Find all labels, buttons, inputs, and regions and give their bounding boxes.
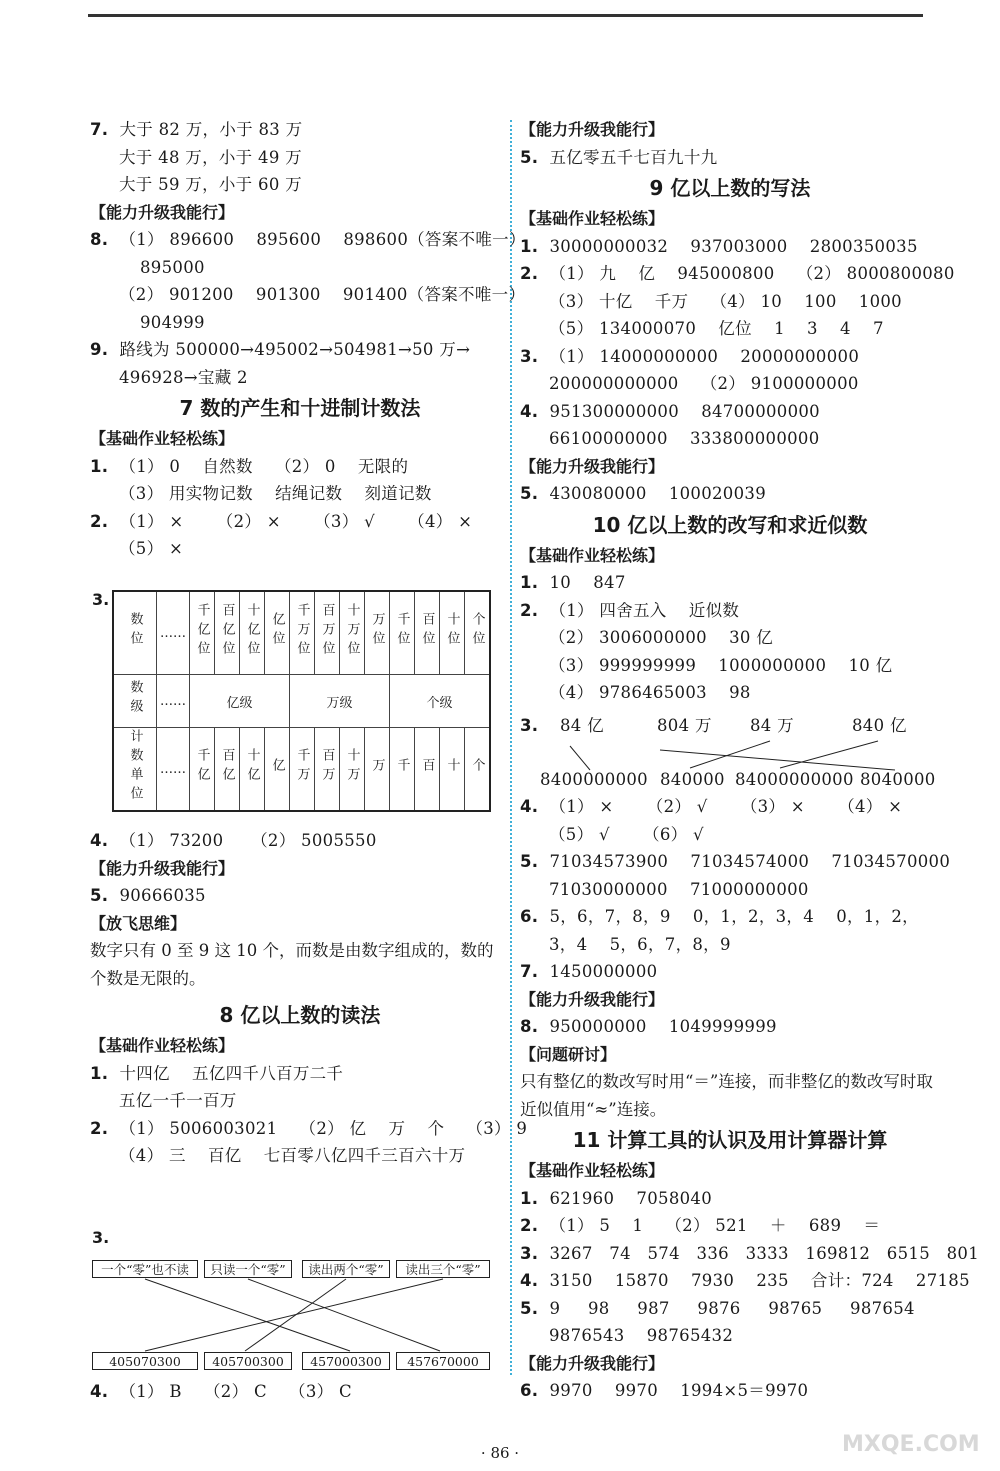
match-line	[145, 1279, 350, 1351]
unit-cell: 十	[440, 728, 465, 812]
section-heading: 【基础作业轻松练】	[90, 429, 235, 448]
match-top-box: 读出两个“零”	[302, 1260, 390, 1278]
place-cell: 千亿位	[190, 591, 215, 675]
c11-q5-line2: 9876543 98765432	[549, 1326, 734, 1345]
match-bottom-box: 457670000	[396, 1352, 490, 1370]
c10-q4-line2: （5） √ （6） √	[549, 824, 704, 844]
section-heading: 【基础作业轻松练】	[90, 1036, 235, 1055]
c11-q5-line1: 5. 9 98 987 9876 98765 987654	[520, 1298, 915, 1318]
c8-q3-number: 3.	[92, 1228, 110, 1247]
unit-cell: 个	[465, 728, 491, 812]
place-cell: 十位	[440, 591, 465, 675]
q9-line1: 9. 路线为 500000→495002→504981→50 万→	[90, 340, 471, 359]
section-heading: 【能力升级我能行】	[520, 456, 665, 476]
match-top-box: 读出三个“零”	[396, 1260, 490, 1278]
unit-cell: 千万	[290, 728, 315, 812]
match-top-value: 804 万	[657, 716, 712, 735]
match-top-value: 84 万	[750, 716, 794, 735]
unit-cell: 万	[365, 728, 390, 812]
think-paragraph: 数字只有 0 至 9 这 10 个，而数是由数字组成的，数的个数是无限的。	[90, 941, 494, 988]
q8-line1: 8. （1） 896600 895600 898600（答案不唯一）	[90, 230, 526, 249]
chapter-9-title: 9 亿以上数的写法	[649, 176, 811, 200]
row-header: 数级	[113, 675, 157, 728]
section-heading: 【能力升级我能行】	[520, 989, 665, 1009]
unit-cell: 百万	[315, 728, 340, 812]
match-bottom-value: 840000	[660, 770, 725, 789]
chapter-7-title: 7 数的产生和十进制计数法	[179, 396, 421, 420]
match-line	[145, 1279, 443, 1351]
place-cell: 万位	[365, 591, 390, 675]
group-cell: 万级	[290, 675, 390, 728]
section-heading: 【问题研讨】	[520, 1044, 617, 1064]
c7-q2-line2: （5） ×	[119, 539, 184, 558]
match-top-box: 只读一个“零”	[204, 1260, 292, 1278]
match-top-value: 840 亿	[852, 716, 907, 735]
right-column-lower	[520, 793, 980, 1405]
ellipsis: ……	[157, 675, 190, 728]
c10-q2-line3: （3） 999999999 1000000000 10 亿	[549, 655, 893, 675]
c10-q6-line1: 6. 5，6，7，8，9 0，1，2，3，4 0，1，2，	[520, 907, 919, 926]
match-top-value: 84 亿	[560, 716, 604, 735]
unit-cell: 千亿	[190, 728, 215, 812]
c10-q2-line2: （2） 3006000000 30 亿	[549, 628, 774, 647]
place-cell: 百万位	[315, 591, 340, 675]
c10-q6-line2: 3，4 5，6，7，8，9	[549, 934, 731, 954]
match-top-box: 一个“零”也不读	[92, 1260, 198, 1278]
place-cell: 千万位	[290, 591, 315, 675]
c9-q3-line2: 200000000000 （2） 9100000000	[549, 374, 859, 393]
q7-line1: 7. 大于 82 万，小于 83 万	[90, 120, 303, 139]
unit-cell: 十亿	[240, 728, 265, 812]
c10-q4-line1: 4. （1） × （2） √ （3） × （4） ×	[520, 797, 903, 816]
q8-line4: 904999	[140, 312, 205, 332]
c8-q4: 4. （1） B （2） C （3） C	[90, 1382, 352, 1401]
unit-cell: 百	[415, 728, 440, 812]
place-cell: 个位	[465, 591, 491, 675]
c10-q5-line2: 71030000000 71000000000	[549, 879, 809, 899]
c11-q1: 1. 621960 7058040	[520, 1188, 713, 1208]
c8-q2-line1: 2. （1） 5006003021 （2） 亿 万 个 （3） 9	[90, 1118, 528, 1138]
c7-q5: 5. 90666035	[90, 886, 206, 905]
q9-line2: 496928→宝藏 2	[119, 367, 248, 387]
c9-q3-line1: 3. （1） 14000000000 20000000000	[520, 346, 860, 366]
chapter-11-title: 11 计算工具的认识及用计算器计算	[572, 1128, 888, 1152]
match-line	[248, 1279, 440, 1351]
c7-q4: 4. （1） 73200 （2） 5005550	[90, 831, 377, 850]
section-heading: 【能力升级我能行】	[520, 120, 665, 139]
ellipsis: ……	[157, 728, 190, 812]
c10-q8: 8. 950000000 1049999999	[520, 1017, 777, 1036]
section-heading: 【基础作业轻松练】	[520, 1161, 665, 1180]
c11-q6: 6. 9970 9970 1994×5＝9970	[520, 1381, 809, 1400]
q7-line2: 大于 48 万，小于 49 万	[119, 147, 302, 167]
c7-q1-line2: （3） 用实物记数 结绳记数 刻道记数	[119, 484, 432, 503]
r5: 5. 五亿零五千七百九十九	[520, 147, 718, 167]
c8-q2-line2: （4） 三 百亿 七百零八亿四千三百六十万	[119, 1146, 466, 1165]
section-heading: 【基础作业轻松练】	[520, 545, 665, 565]
place-cell: 十亿位	[240, 591, 265, 675]
c7-q1-line1: 1. （1） 0 自然数 （2） 0 无限的	[90, 456, 409, 476]
c10-q1: 1. 10 847	[520, 573, 626, 592]
ellipsis: ……	[157, 591, 190, 675]
q7-line3: 大于 59 万，小于 60 万	[119, 175, 302, 194]
chapter-8-title: 8 亿以上数的读法	[219, 1003, 381, 1027]
match-bottom-value: 8040000	[860, 770, 936, 789]
c9-q2-line2: （3） 十亿 千万 （4） 10 100 1000	[549, 291, 902, 311]
c7-q3-number: 3.	[92, 590, 110, 609]
c10-q2-line1: 2. （1） 四舍五入 近似数	[520, 600, 740, 620]
c10-q5-line1: 5. 71034573900 71034574000 71034570000	[520, 852, 951, 871]
page-number: · 86 ·	[480, 1444, 520, 1462]
section-heading: 【能力升级我能行】	[90, 858, 235, 878]
match-bottom-value: 84000000000	[735, 770, 854, 789]
place-cell: 百位	[415, 591, 440, 675]
section-heading: 【放飞思维】	[90, 913, 187, 933]
unit-cell: 千	[390, 728, 415, 812]
row-header: 数位	[113, 591, 157, 675]
match-line	[690, 741, 770, 768]
right-column	[520, 116, 955, 707]
c9-q1: 1. 30000000032 937003000 2800350035	[520, 236, 918, 256]
place-cell: 千位	[390, 591, 415, 675]
match-bottom-box: 405700300	[204, 1352, 292, 1370]
section-heading: 【能力升级我能行】	[90, 202, 235, 222]
unit-cell: 百亿	[215, 728, 240, 812]
c9-q4-line1: 4. 951300000000 84700000000	[520, 401, 820, 421]
match-bottom-box: 405070300	[92, 1352, 198, 1370]
match-bottom-value: 8400000000	[540, 770, 648, 789]
row-header: 计数单位	[113, 728, 157, 812]
place-cell: 百亿位	[215, 591, 240, 675]
unit-cell: 亿	[265, 728, 290, 812]
chapter-10-title: 10 亿以上数的改写和求近似数	[592, 512, 868, 537]
section-heading: 【基础作业轻松练】	[520, 209, 665, 228]
match-bottom-box: 457000300	[302, 1352, 390, 1370]
watermark: MXQE.COM	[842, 1432, 980, 1457]
research-paragraph: 只有整亿的数改写时用“＝”连接，而非整亿的数改写时取近似值用“≈”连接。	[520, 1072, 933, 1119]
c11-q3: 3. 3267 74 574 336 3333 169812 6515 801	[520, 1243, 980, 1263]
c9-q4-line2: 66100000000 333800000000	[549, 429, 820, 448]
c8-q1-line1: 1. 十四亿 五亿四千八百万二千	[90, 1063, 344, 1083]
unit-cell: 十万	[340, 728, 365, 812]
c9-q2-line1: 2. （1） 九 亿 945000800 （2） 8000800080	[520, 264, 955, 283]
c10-q7: 7. 1450000000	[520, 962, 658, 981]
group-cell: 个级	[390, 675, 491, 728]
group-cell: 亿级	[190, 675, 290, 728]
place-cell: 十万位	[340, 591, 365, 675]
c10-q3-number: 3.	[520, 716, 539, 735]
section-heading: 【能力升级我能行】	[520, 1353, 665, 1373]
c8-q1-line2: 五亿一千一百万	[119, 1091, 237, 1110]
q8-line2: 895000	[140, 257, 205, 277]
place-cell: 亿位	[265, 591, 290, 675]
c11-q4: 4. 3150 15870 7930 235 合计：724 27185	[520, 1271, 970, 1290]
c10-q2-line4: （4） 9786465003 98	[549, 683, 751, 702]
c9-q2-line3: （5） 134000070 亿位 1 3 4 7	[549, 319, 884, 338]
c7-q2-line1: 2. （1） × （2） × （3） √ （4） ×	[90, 511, 473, 531]
c9-q5: 5. 430080000 100020039	[520, 484, 766, 503]
c11-q2: 2. （1） 5 1 （2） 521 ＋ 689 ＝	[520, 1216, 881, 1235]
q8-line3: （2） 901200 901300 901400（答案不唯一）	[119, 285, 526, 304]
